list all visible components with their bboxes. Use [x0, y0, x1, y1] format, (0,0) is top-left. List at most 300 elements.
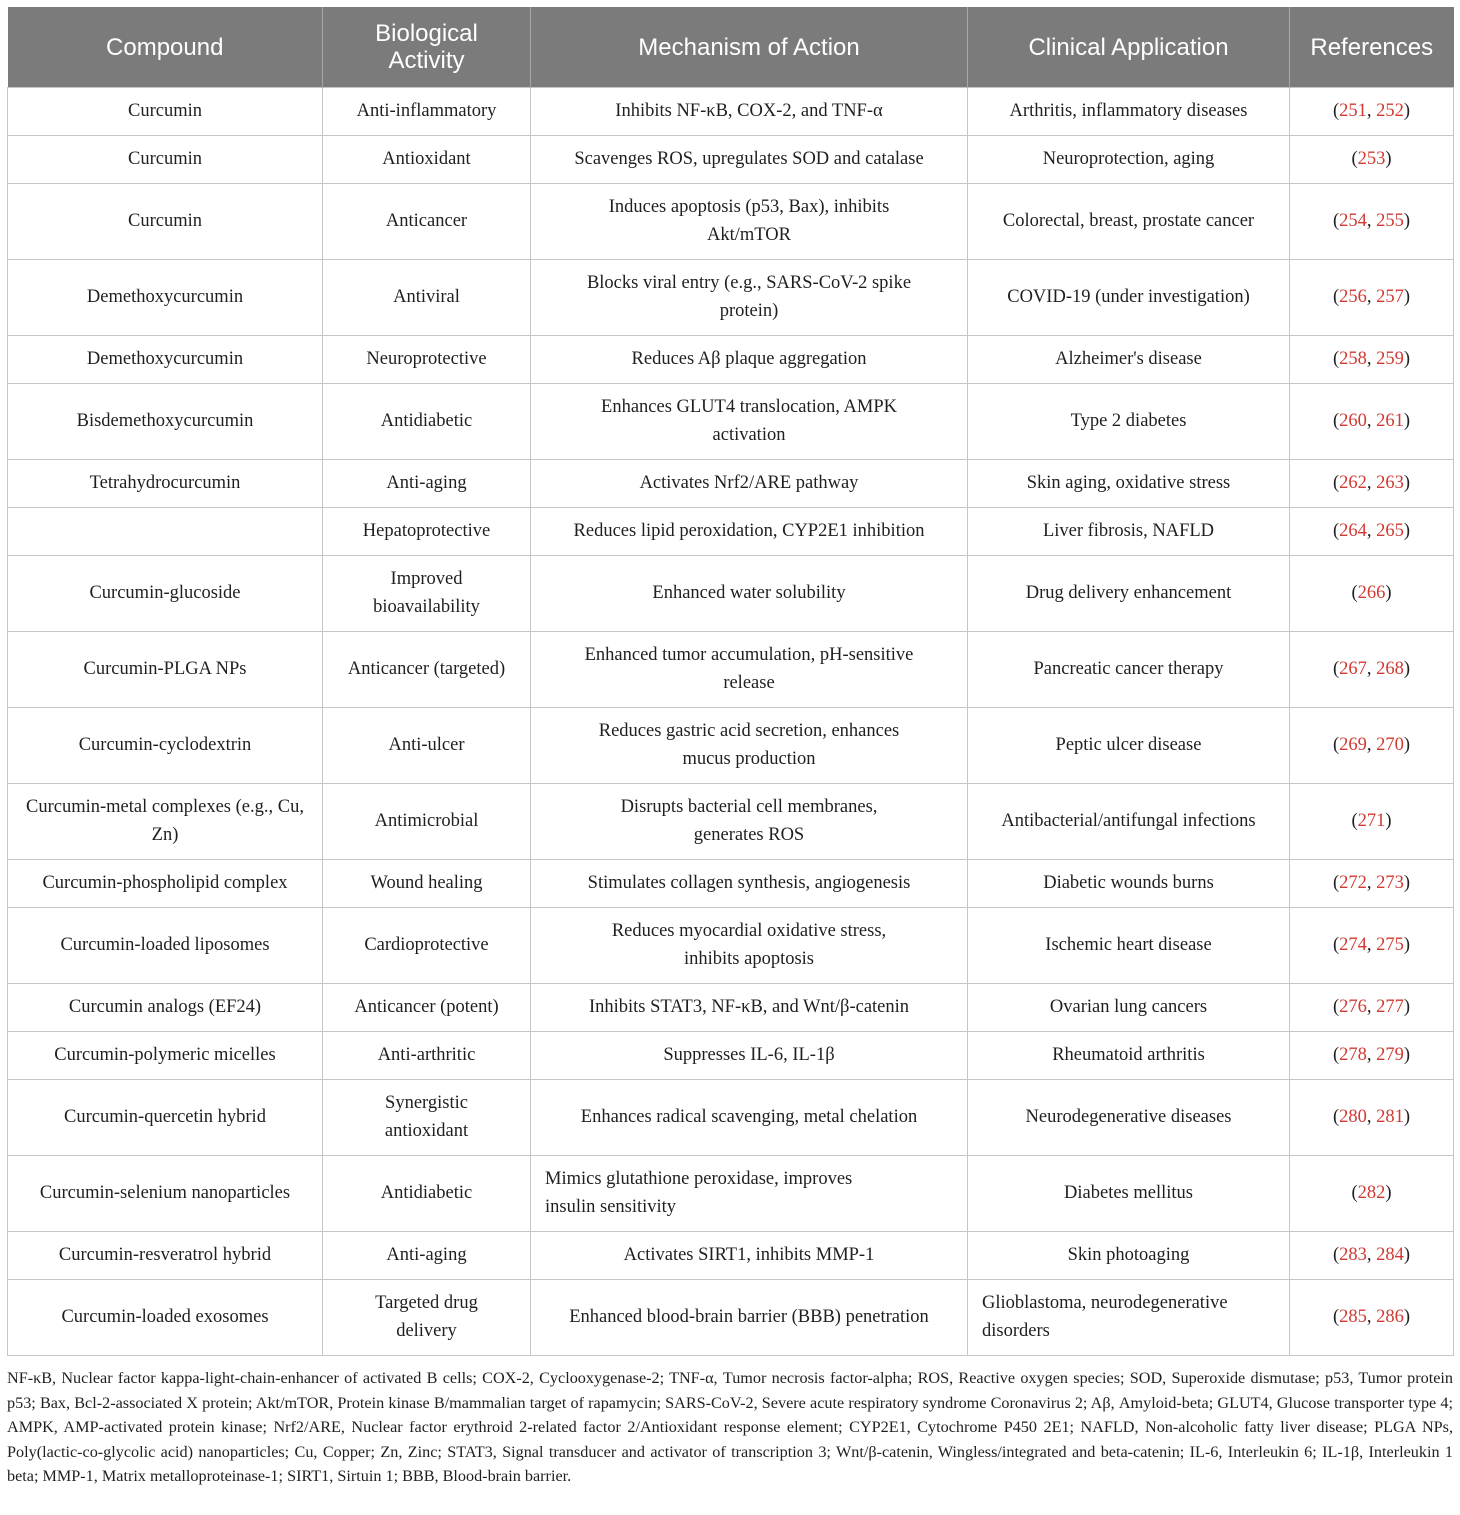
cell-application-text: Diabetic wounds burns [1043, 872, 1214, 893]
ref-separator: , [1366, 1306, 1377, 1327]
cell-mechanism [531, 860, 968, 908]
ref-separator: , [1366, 872, 1377, 893]
cell-application [968, 784, 1290, 860]
ref-paren-open: ( [1332, 934, 1340, 955]
reference-link[interactable]: 274 [1339, 934, 1367, 955]
table-row [8, 508, 1454, 556]
ref-paren-close: ) [1403, 472, 1411, 493]
ref-separator: , [1366, 286, 1377, 307]
cell-compound [8, 184, 323, 260]
cell-mechanism-text: Enhanced water solubility [652, 582, 846, 603]
table-row [8, 136, 1454, 184]
cell-activity [323, 184, 531, 260]
cell-application [968, 384, 1290, 460]
cell-activity-text: Targeted drug delivery [375, 1293, 478, 1341]
cell-mechanism [531, 1232, 968, 1280]
cell-application-text: Liver fibrosis, NAFLD [1042, 520, 1215, 541]
cell-mechanism [531, 184, 968, 260]
cell-mechanism [531, 556, 968, 632]
cell-compound-text: Bisdemethoxycurcumin [76, 410, 254, 431]
table-row [8, 88, 1454, 136]
cell-application-text: Arthritis, inflammatory diseases [1009, 100, 1248, 121]
reference-link[interactable]: 270 [1376, 734, 1404, 755]
cell-activity [323, 708, 531, 784]
ref-separator: , [1366, 348, 1377, 369]
ref-paren-open: ( [1332, 520, 1340, 541]
cell-references [1290, 136, 1454, 184]
cell-activity-text: Cardioprotective [364, 934, 489, 955]
cell-mechanism [531, 336, 968, 384]
reference-link[interactable]: 268 [1376, 658, 1404, 679]
table-row [8, 184, 1454, 260]
cell-compound [8, 784, 323, 860]
reference-link[interactable]: 280 [1339, 1106, 1367, 1127]
cell-activity-text: Antimicrobial [374, 810, 479, 831]
reference-link[interactable]: 261 [1376, 410, 1404, 431]
reference-link[interactable]: 258 [1339, 348, 1367, 369]
cell-application [968, 984, 1290, 1032]
ref-paren-close: ) [1403, 872, 1411, 893]
cell-mechanism [531, 708, 968, 784]
ref-paren-open: ( [1351, 148, 1358, 169]
cell-compound-text: Curcumin-resveratrol hybrid [58, 1244, 272, 1265]
cell-activity-text: Anti-arthritic [377, 1044, 476, 1065]
cell-activity-text: Anticancer (targeted) [347, 658, 506, 679]
cell-application [968, 508, 1290, 556]
cell-compound-text: Curcumin-selenium nanoparticles [39, 1182, 291, 1203]
ref-separator: , [1366, 734, 1377, 755]
ref-paren-close: ) [1403, 1044, 1411, 1065]
ref-paren-open: ( [1332, 734, 1340, 755]
cell-references [1290, 336, 1454, 384]
cell-references [1290, 184, 1454, 260]
cell-application-text: COVID-19 (under investigation) [1007, 286, 1250, 307]
cell-compound-text: Curcumin-loaded exosomes [61, 1306, 269, 1327]
cell-application-text: Glioblastoma, neurodegenerative disorders [982, 1293, 1228, 1341]
ref-paren-close: ) [1403, 1306, 1411, 1327]
cell-compound [8, 460, 323, 508]
header-references: References [1290, 7, 1454, 88]
cell-activity-text: Antidiabetic [380, 410, 473, 431]
cell-mechanism [531, 784, 968, 860]
reference-link[interactable]: 285 [1339, 1306, 1367, 1327]
ref-paren-close: ) [1385, 810, 1392, 831]
ref-paren-open: ( [1332, 872, 1340, 893]
reference-link[interactable]: 281 [1376, 1106, 1404, 1127]
reference-link[interactable]: 286 [1376, 1306, 1404, 1327]
cell-references [1290, 1280, 1454, 1356]
cell-mechanism [531, 508, 968, 556]
cell-application-text: Alzheimer's disease [1055, 348, 1202, 369]
cell-application [968, 1280, 1290, 1356]
reference-link[interactable]: 277 [1376, 996, 1404, 1017]
reference-link[interactable]: 276 [1339, 996, 1367, 1017]
cell-application [968, 136, 1290, 184]
header-compound: Compound [8, 7, 323, 88]
table-row [8, 1232, 1454, 1280]
cell-compound [8, 984, 323, 1032]
cell-activity-text: Antiviral [393, 286, 460, 307]
cell-compound [8, 1080, 323, 1156]
cell-mechanism-text: Reduces Aβ plaque aggregation [631, 348, 867, 369]
cell-activity [323, 136, 531, 184]
cell-activity-text: Antidiabetic [380, 1182, 473, 1203]
table-row [8, 784, 1454, 860]
cell-application-text: Pancreatic cancer therapy [1033, 658, 1224, 679]
ref-separator: , [1366, 472, 1377, 493]
cell-compound-text: Curcumin [128, 148, 202, 169]
header-activity-label: Biological Activity [375, 20, 478, 74]
cell-activity [323, 908, 531, 984]
ref-separator: , [1366, 934, 1377, 955]
header-activity [323, 7, 531, 88]
cell-references [1290, 460, 1454, 508]
reference-link[interactable]: 271 [1357, 810, 1386, 831]
reference-link[interactable]: 256 [1339, 286, 1367, 307]
cell-compound [8, 508, 323, 556]
cell-compound-text: Tetrahydrocurcumin [89, 472, 241, 493]
cell-compound [8, 632, 323, 708]
cell-compound-text: Curcumin [128, 210, 202, 231]
cell-mechanism [531, 1032, 968, 1080]
cell-activity-text: Hepatoprotective [362, 520, 491, 541]
cell-application-text: Ischemic heart disease [1045, 934, 1212, 955]
cell-activity [323, 632, 531, 708]
cell-compound-text: Curcumin-PLGA NPs [83, 658, 247, 679]
cell-mechanism [531, 1080, 968, 1156]
cell-activity [323, 1156, 531, 1232]
reference-link[interactable]: 269 [1339, 734, 1367, 755]
cell-activity-text: Neuroprotective [366, 348, 487, 369]
cell-mechanism [531, 984, 968, 1032]
cell-application [968, 1080, 1290, 1156]
cell-mechanism-text: Disrupts bacterial cell membranes, generates ROS [620, 797, 878, 845]
ref-paren-close: ) [1403, 734, 1411, 755]
cell-references [1290, 508, 1454, 556]
cell-compound [8, 860, 323, 908]
reference-link[interactable]: 278 [1339, 1044, 1367, 1065]
cell-activity [323, 1080, 531, 1156]
cell-mechanism-text: Enhances GLUT4 translocation, AMPK activation [601, 397, 897, 445]
ref-separator: , [1366, 1244, 1377, 1265]
table-body [8, 88, 1454, 1356]
cell-references [1290, 1156, 1454, 1232]
cell-activity-text: Anti-aging [386, 1244, 467, 1265]
cell-application-text: Neuroprotection, aging [1042, 148, 1215, 169]
cell-application [968, 860, 1290, 908]
cell-activity [323, 336, 531, 384]
ref-separator: , [1366, 1044, 1377, 1065]
cell-application-text: Skin aging, oxidative stress [1026, 472, 1231, 493]
header-application: Clinical Application [968, 7, 1290, 88]
cell-application [968, 632, 1290, 708]
reference-link[interactable]: 279 [1376, 1044, 1404, 1065]
cell-compound-text: Curcumin [128, 100, 202, 121]
table-row [8, 460, 1454, 508]
reference-link[interactable]: 260 [1339, 410, 1367, 431]
reference-link[interactable]: 284 [1376, 1244, 1404, 1265]
ref-separator: , [1366, 410, 1377, 431]
cell-application-text: Peptic ulcer disease [1055, 734, 1202, 755]
cell-compound-text: Curcumin-metal complexes (e.g., Cu, Zn) [26, 797, 304, 845]
cell-compound-text: Curcumin-quercetin hybrid [64, 1106, 266, 1127]
cell-application [968, 1232, 1290, 1280]
cell-application-text: Type 2 diabetes [1070, 410, 1187, 431]
cell-activity [323, 88, 531, 136]
cell-mechanism [531, 384, 968, 460]
table-row [8, 1280, 1454, 1356]
reference-link[interactable]: 267 [1339, 658, 1367, 679]
cell-mechanism-text: Reduces myocardial oxidative stress, inhibits apoptosis [611, 921, 887, 969]
reference-link[interactable]: 259 [1376, 348, 1404, 369]
cell-mechanism-text: Reduces lipid peroxidation, CYP2E1 inhibition [573, 520, 925, 541]
header-row [8, 7, 1454, 88]
cell-application-text: Diabetes mellitus [1064, 1182, 1193, 1203]
cell-compound [8, 260, 323, 336]
cell-application [968, 908, 1290, 984]
cell-activity [323, 860, 531, 908]
cell-application-text: Neurodegenerative diseases [1025, 1106, 1232, 1127]
table-footnote: NF-κB, Nuclear factor kappa-light-chain-enhancer of activated B cells; COX-2, Cyclooxygenase-2; TNF-α, Tumor necrosis factor-alpha; ROS, Reactive oxygen species; SOD, Superoxide dismutase; p53, Tumor protein p53; Bax, Bcl-2-associated X protein; Akt/mTOR, Protein kinase B/mammalian target of rapamycin; SARS-CoV-2, Severe acute respiratory syndrome Coronavirus 2; Aβ, Amyloid-beta; GLUT4, Glucose transporter type 4; AMPK, AMP-activated protein kinase; Nrf2/ARE, Nuclear factor erythroid 2-related factor 2/Antioxidant response element; CYP2E1, Cytochrome P450 2E1; NAFLD, Non-alcoholic fatty liver disease; PLGA NPs, Poly(lactic-co-glycolic acid) nanoparticles; Cu, Copper; Zn, Zinc; STAT3, Signal transducer and activator of transcription 3; Wnt/β-catenin, Wingless/integrated and beta-catenin; IL-6, Interleukin 6; IL-1β, Interleukin 1 beta; MMP-1, Matrix metalloproteinase-1; SIRT1, Sirtuin 1; BBB, Blood-brain barrier. [7, 1369, 1453, 1485]
reference-link[interactable]: 263 [1376, 472, 1404, 493]
reference-link[interactable]: 266 [1357, 582, 1386, 603]
ref-paren-close: ) [1403, 210, 1411, 231]
reference-link[interactable]: 251 [1339, 100, 1367, 121]
cell-activity-text: Improved bioavailability [373, 569, 480, 617]
cell-references [1290, 784, 1454, 860]
ref-paren-open: ( [1351, 582, 1358, 603]
cell-references [1290, 88, 1454, 136]
table-row [8, 984, 1454, 1032]
reference-link[interactable]: 255 [1376, 210, 1404, 231]
cell-activity [323, 1280, 531, 1356]
ref-paren-close: ) [1403, 996, 1411, 1017]
cell-mechanism [531, 908, 968, 984]
reference-link[interactable]: 282 [1357, 1182, 1386, 1203]
cell-mechanism [531, 88, 968, 136]
reference-link[interactable]: 252 [1376, 100, 1404, 121]
reference-link[interactable]: 253 [1357, 148, 1386, 169]
ref-paren-open: ( [1351, 810, 1358, 831]
cell-application [968, 1032, 1290, 1080]
cell-activity-text: Wound healing [370, 872, 483, 893]
ref-paren-close: ) [1403, 1244, 1411, 1265]
cell-application-text: Skin photoaging [1067, 1244, 1190, 1265]
reference-link[interactable]: 264 [1339, 520, 1367, 541]
cell-activity-text: Antioxidant [382, 148, 471, 169]
cell-mechanism [531, 260, 968, 336]
reference-link[interactable]: 275 [1376, 934, 1404, 955]
cell-activity [323, 460, 531, 508]
ref-separator: , [1366, 210, 1377, 231]
cell-references [1290, 708, 1454, 784]
cell-references [1290, 632, 1454, 708]
ref-paren-open: ( [1332, 100, 1340, 121]
ref-paren-open: ( [1332, 286, 1340, 307]
cell-compound [8, 1156, 323, 1232]
cell-activity-text: Anti-ulcer [388, 734, 465, 755]
ref-paren-open: ( [1332, 410, 1340, 431]
ref-paren-open: ( [1332, 658, 1340, 679]
ref-paren-open: ( [1351, 1182, 1358, 1203]
table-row [8, 708, 1454, 784]
cell-compound [8, 1232, 323, 1280]
cell-activity [323, 1232, 531, 1280]
ref-paren-close: ) [1403, 100, 1411, 121]
ref-paren-close: ) [1385, 148, 1392, 169]
cell-references [1290, 1032, 1454, 1080]
cell-mechanism-text: Enhanced blood-brain barrier (BBB) penetration [569, 1306, 929, 1327]
cell-compound-text: Demethoxycurcumin [86, 348, 244, 369]
ref-paren-open: ( [1332, 472, 1340, 493]
table-row [8, 384, 1454, 460]
cell-compound [8, 1032, 323, 1080]
table-row [8, 1156, 1454, 1232]
ref-paren-close: ) [1403, 348, 1411, 369]
cell-application-text: Antibacterial/antifungal infections [1001, 810, 1256, 831]
cell-application-text: Colorectal, breast, prostate cancer [1002, 210, 1255, 231]
reference-link[interactable]: 254 [1339, 210, 1367, 231]
reference-link[interactable]: 272 [1339, 872, 1367, 893]
table-row [8, 336, 1454, 384]
reference-link[interactable]: 265 [1376, 520, 1404, 541]
cell-mechanism-text: Blocks viral entry (e.g., SARS-CoV-2 spike protein) [586, 273, 912, 321]
reference-link[interactable]: 283 [1339, 1244, 1367, 1265]
cell-mechanism-text: Enhanced tumor accumulation, pH-sensitive release [584, 645, 914, 693]
cell-mechanism [531, 460, 968, 508]
cell-references [1290, 984, 1454, 1032]
cell-compound-text: Curcumin analogs (EF24) [68, 996, 262, 1017]
table-row [8, 632, 1454, 708]
cell-compound [8, 384, 323, 460]
cell-compound [8, 908, 323, 984]
table-row [8, 556, 1454, 632]
cell-mechanism-text: Stimulates collagen synthesis, angiogenesis [587, 872, 911, 893]
cell-application-text: Rheumatoid arthritis [1052, 1044, 1205, 1065]
table-row [8, 1032, 1454, 1080]
cell-application-text: Ovarian lung cancers [1049, 996, 1208, 1017]
cell-mechanism-text: Inhibits STAT3, NF-κB, and Wnt/β-catenin [588, 996, 910, 1017]
cell-references [1290, 1232, 1454, 1280]
ref-paren-open: ( [1332, 996, 1340, 1017]
cell-activity-text: Anticancer (potent) [354, 996, 499, 1017]
table-row [8, 908, 1454, 984]
ref-paren-close: ) [1385, 1182, 1392, 1203]
ref-paren-close: ) [1385, 582, 1392, 603]
reference-link[interactable]: 257 [1376, 286, 1404, 307]
cell-compound [8, 708, 323, 784]
cell-application [968, 336, 1290, 384]
ref-paren-close: ) [1403, 1106, 1411, 1127]
cell-application [968, 260, 1290, 336]
cell-references [1290, 556, 1454, 632]
table-row [8, 260, 1454, 336]
cell-mechanism-text: Scavenges ROS, upregulates SOD and catalase [574, 148, 924, 169]
cell-mechanism-text: Reduces gastric acid secretion, enhances mucus production [598, 721, 900, 769]
cell-application [968, 1156, 1290, 1232]
ref-paren-close: ) [1403, 658, 1411, 679]
compound-table [7, 7, 1454, 1356]
cell-activity-text: Anti-inflammatory [356, 100, 497, 121]
cell-references [1290, 908, 1454, 984]
table-header [8, 7, 1454, 88]
cell-activity-text: Anticancer [385, 210, 468, 231]
cell-application [968, 184, 1290, 260]
cell-mechanism-text: Suppresses IL-6, IL-1β [663, 1044, 835, 1065]
cell-mechanism-text: Mimics glutathione peroxidase, improves insulin sensitivity [545, 1169, 853, 1217]
ref-paren-open: ( [1332, 1306, 1340, 1327]
cell-compound-text: Curcumin-phospholipid complex [42, 872, 288, 893]
cell-references [1290, 384, 1454, 460]
cell-compound-text: Demethoxycurcumin [86, 286, 244, 307]
cell-compound [8, 136, 323, 184]
ref-paren-open: ( [1332, 1044, 1340, 1065]
cell-activity [323, 260, 531, 336]
cell-activity [323, 784, 531, 860]
cell-references [1290, 1080, 1454, 1156]
cell-mechanism [531, 1156, 968, 1232]
cell-compound [8, 336, 323, 384]
cell-mechanism-text: Enhances radical scavenging, metal chelation [580, 1106, 918, 1127]
reference-link[interactable]: 273 [1376, 872, 1404, 893]
ref-paren-close: ) [1403, 934, 1411, 955]
table-container [7, 7, 1453, 1356]
table-row [8, 1080, 1454, 1156]
cell-mechanism [531, 136, 968, 184]
ref-paren-close: ) [1403, 286, 1411, 307]
cell-compound-text: Curcumin-cyclodextrin [78, 734, 252, 755]
cell-application [968, 460, 1290, 508]
cell-mechanism-text: Induces apoptosis (p53, Bax), inhibits Akt/mTOR [608, 197, 890, 245]
ref-paren-close: ) [1403, 410, 1411, 431]
cell-compound [8, 1280, 323, 1356]
cell-compound-text: Curcumin-glucoside [89, 582, 241, 603]
header-mechanism: Mechanism of Action [531, 7, 968, 88]
ref-paren-open: ( [1332, 1244, 1340, 1265]
cell-activity-text: Synergistic antioxidant [384, 1093, 469, 1141]
ref-separator: , [1366, 658, 1377, 679]
cell-compound [8, 88, 323, 136]
cell-references [1290, 260, 1454, 336]
cell-application [968, 708, 1290, 784]
cell-application-text: Drug delivery enhancement [1025, 582, 1232, 603]
cell-mechanism-text: Activates SIRT1, inhibits MMP-1 [623, 1244, 875, 1265]
cell-activity [323, 556, 531, 632]
cell-compound [8, 556, 323, 632]
ref-separator: , [1366, 520, 1377, 541]
ref-paren-open: ( [1332, 348, 1340, 369]
cell-references [1290, 860, 1454, 908]
ref-paren-open: ( [1332, 210, 1340, 231]
ref-separator: , [1366, 100, 1377, 121]
cell-mechanism-text: Activates Nrf2/ARE pathway [639, 472, 859, 493]
cell-application [968, 88, 1290, 136]
table-row [8, 860, 1454, 908]
cell-mechanism [531, 632, 968, 708]
cell-mechanism [531, 1280, 968, 1356]
reference-link[interactable]: 262 [1339, 472, 1367, 493]
ref-paren-close: ) [1403, 520, 1411, 541]
cell-activity [323, 1032, 531, 1080]
cell-activity [323, 508, 531, 556]
ref-paren-open: ( [1332, 1106, 1340, 1127]
cell-compound-text: Curcumin-loaded liposomes [60, 934, 270, 955]
cell-activity-text: Anti-aging [386, 472, 467, 493]
ref-separator: , [1366, 996, 1377, 1017]
ref-separator: , [1366, 1106, 1377, 1127]
cell-mechanism-text: Inhibits NF-κB, COX-2, and TNF-α [615, 100, 883, 121]
cell-compound-text: Curcumin-polymeric micelles [54, 1044, 276, 1065]
